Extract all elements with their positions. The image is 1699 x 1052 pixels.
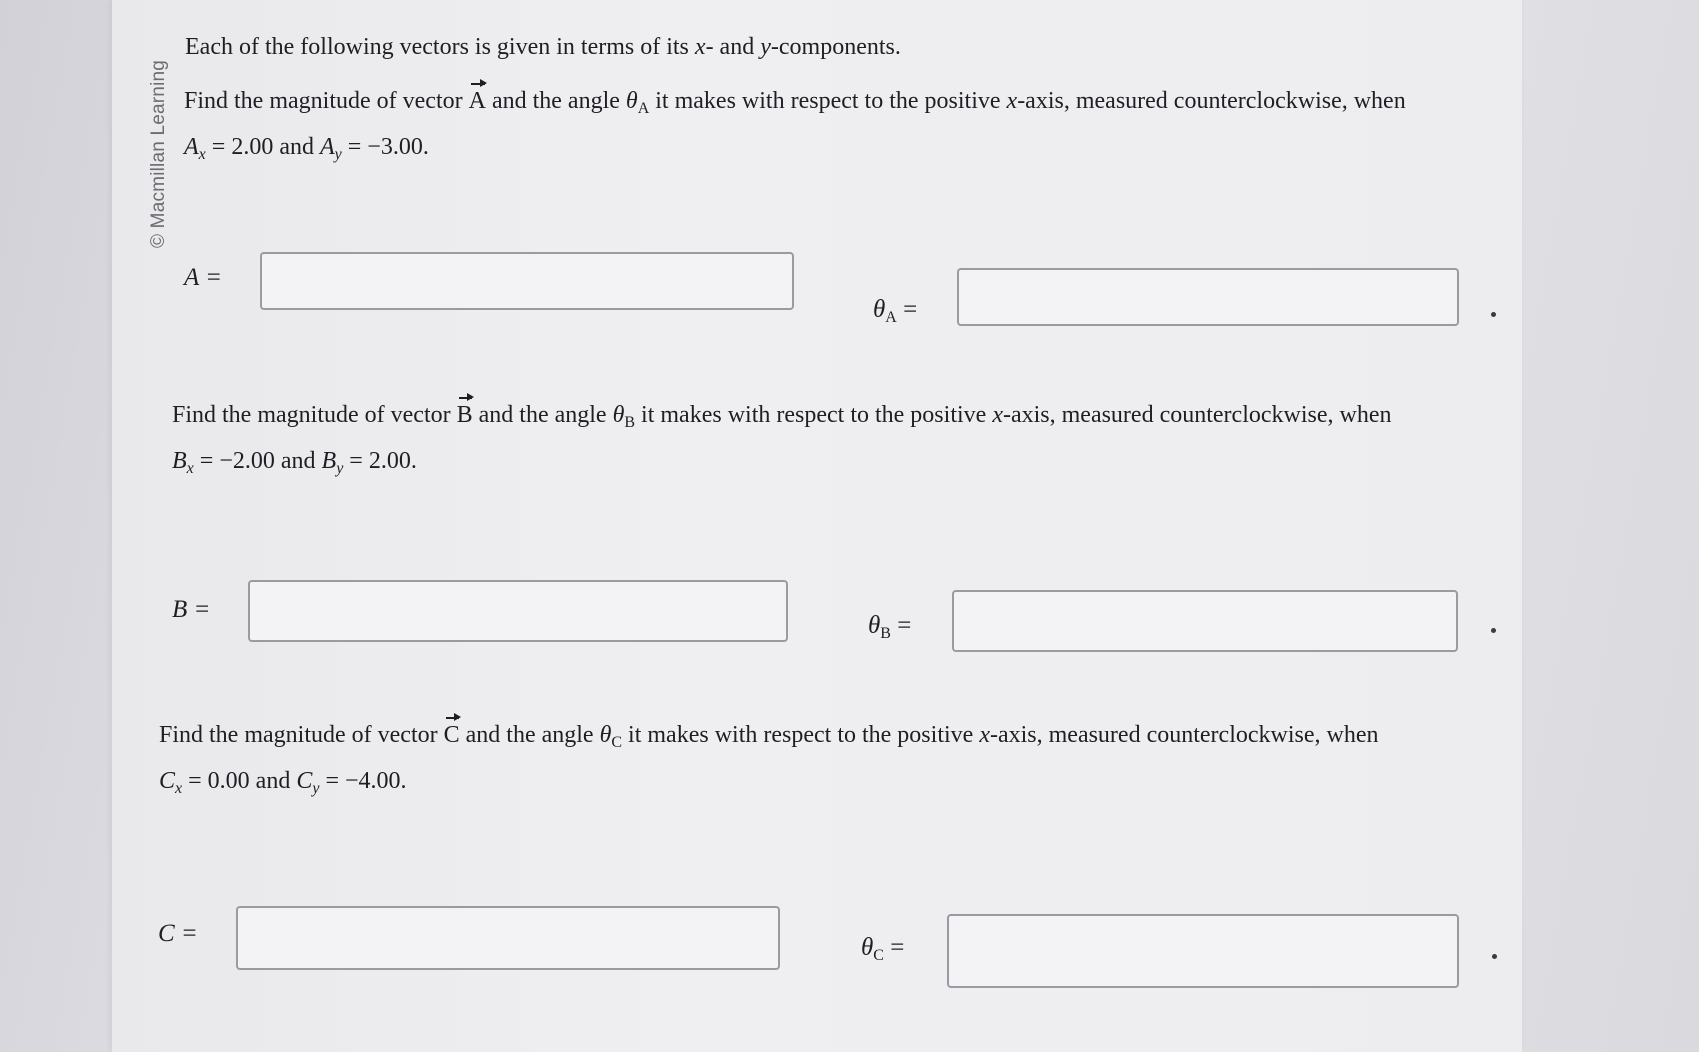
magnitude-b-label: B =: [172, 596, 211, 623]
question-b-text: Find the magnitude of vector B and the angle $\theta_B$ it makes with respect to the positive x-axis, measured counterclockwise, when $B_x = -2.00$ and $B_y = 2.00$.: [172, 396, 1502, 488]
degree-dot-b: [1491, 628, 1496, 633]
magnitude-b-input[interactable]: [248, 580, 788, 642]
copyright-notice: © Macmillan Learning: [148, 59, 169, 248]
magnitude-a-label: A =: [184, 264, 222, 291]
angle-a-label: $\theta_A$ =: [873, 296, 918, 326]
degree-dot-a: [1491, 312, 1496, 317]
question-c-text: Find the magnitude of vector C and the angle $\theta_C$ it makes with respect to the positive x-axis, measured counterclockwise, when $C_x = 0.00$ and $C_y = -4.00$.: [159, 716, 1489, 808]
vector-c-symbol: C: [444, 716, 460, 754]
magnitude-a-input[interactable]: [260, 252, 794, 310]
magnitude-c-input[interactable]: [236, 906, 780, 970]
intro-text: Each of the following vectors is given in terms of its x- and y-components.: [185, 34, 901, 60]
question-a-text: Find the magnitude of vector A and the angle $\theta_A$ it makes with respect to the positive x-axis, measured counterclockwise, when $A_x = 2.00$ and $A_y = -3.00$.: [184, 82, 1514, 174]
vector-b-symbol: B: [457, 396, 473, 434]
vector-a-symbol: A: [469, 82, 486, 120]
angle-a-input[interactable]: [957, 268, 1459, 326]
degree-dot-c: [1492, 954, 1497, 959]
angle-b-label: $\theta_B$ =: [868, 612, 912, 642]
angle-b-input[interactable]: [952, 590, 1458, 652]
magnitude-c-label: C =: [158, 920, 198, 947]
angle-c-input[interactable]: [947, 914, 1459, 988]
angle-c-label: $\theta_C$ =: [861, 934, 905, 964]
